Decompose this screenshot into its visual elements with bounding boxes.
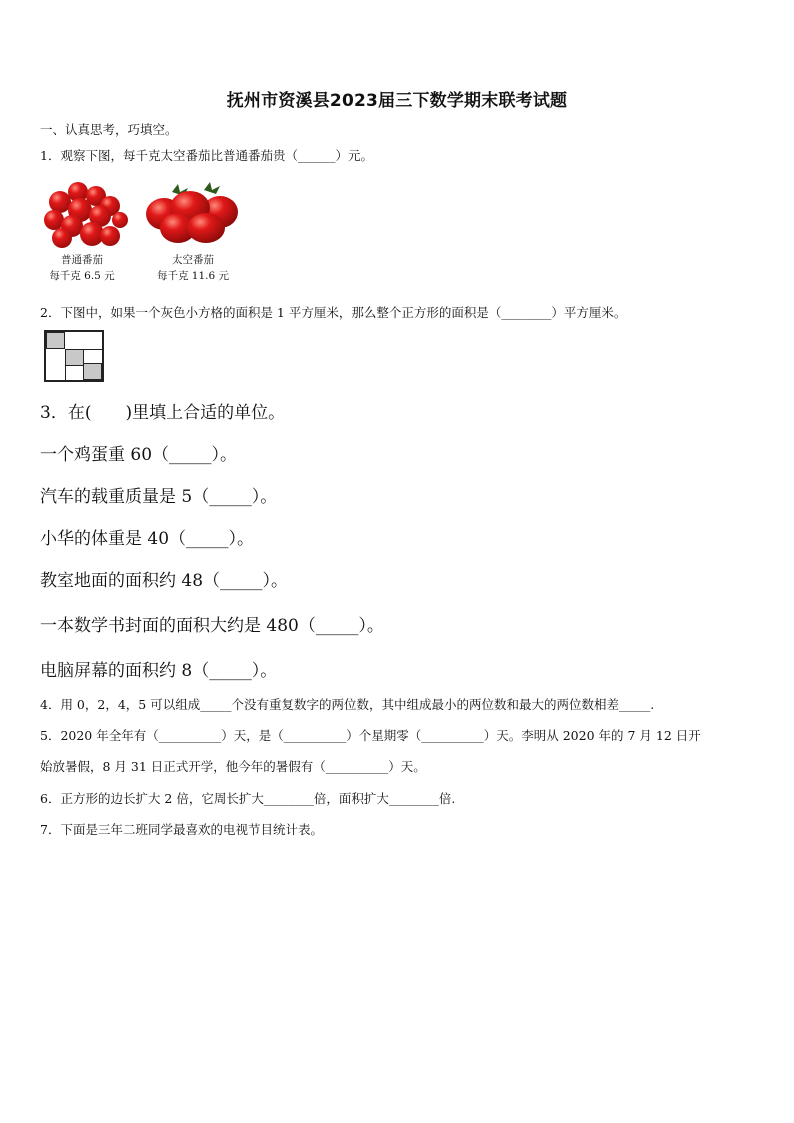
question-6: 6．正方形的边长扩大 2 倍，它周长扩大________倍，面积扩大________倍. [40, 791, 456, 806]
question-2: 2．下图中，如果一个灰色小方格的面积是 1 平方厘米，那么整个正方形的面积是（________）平方厘米。 [40, 305, 627, 320]
page-title: 抚州市资溪县2023届三下数学期末联考试题 [226, 91, 568, 111]
question-3-item: 汽车的载重质量是 5（_____）。 [40, 487, 278, 507]
space-tomatoes-image [142, 180, 242, 246]
square-grid-figure [44, 330, 104, 382]
question-5-line-1: 5．2020 年全年有（__________）天，是（__________）个星期零（__________）天。李明从 2020 年的 7 月 12 日开 [40, 728, 701, 743]
space-tomato-label: 太空番茄 [172, 254, 214, 266]
question-1: 1．观察下图，每千克太空番茄比普通番茄贵（______）元。 [40, 148, 373, 163]
grid-line [46, 349, 66, 380]
gray-cell [65, 349, 84, 366]
question-4: 4．用 0，2，4，5 可以组成_____个没有重复数字的两位数，其中组成最小的两位数和最大的两位数相差_____. [40, 697, 655, 712]
question-5-line-2: 始放暑假，8 月 31 日正式开学，他今年的暑假有（__________）天。 [40, 759, 426, 774]
ordinary-tomato-label: 普通番茄 [61, 254, 103, 266]
question-3-item: 一个鸡蛋重 60（_____）。 [40, 445, 238, 465]
question-3-item: 一本数学书封面的面积大约是 480（_____）。 [40, 616, 384, 636]
gray-cell [83, 363, 102, 380]
gray-cell [46, 332, 65, 349]
section-heading: 一、认真思考，巧填空。 [40, 122, 178, 137]
question-3-item: 教室地面的面积约 48（_____）。 [40, 571, 289, 591]
question-3-item: 电脑屏幕的面积约 8（_____）。 [40, 661, 278, 681]
question-7: 7．下面是三年二班同学最喜欢的电视节目统计表。 [40, 822, 323, 837]
ordinary-tomato-price: 每千克 6.5 元 [49, 270, 115, 282]
question-3-heading: 3．在( )里填上合适的单位。 [40, 403, 286, 423]
space-tomato-price: 每千克 11.6 元 [156, 270, 230, 282]
question-3-item: 小华的体重是 40（_____）。 [40, 529, 255, 549]
grid-line [65, 332, 102, 350]
ordinary-tomatoes-image [40, 180, 130, 252]
